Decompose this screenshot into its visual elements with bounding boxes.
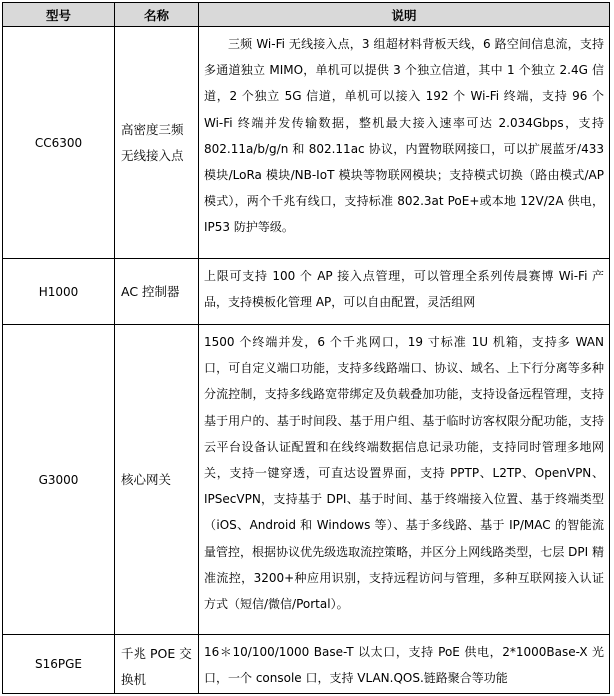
header-name: 名称 — [115, 3, 199, 27]
description-cell: 1500 个终端并发，6 个千兆网口，19 寸标准 1U 机箱，支持多 WAN 口，可自定义端口功能，支持多线路端口、协议、域名、上下行分离等多种分流控制，支持多线路宽带绑定及负载叠加功能，支持设备远程管理，支持基于用户的、基于时间段、基于用户组、基于临时访客权限分配功能，支持云平台设备认证配置和在线终端数据信息记录功能，支持同时管理多地网关，支持一键穿透，可直达设置界面，支持 PPTP、L2TP、OpenVPN、IPSecVPN，支持基于 DPI、基于时间、基于终端接入位置、基于终端类型（iOS、Android 和 Windows 等）、基于多线路、基于 IP/MAC 的智能流量管控，根据协议优先级选取流控策略，并区分上网线路类型，七层 DPI 精准流控，3200+种应用识别，支持远程访问与管理，多种互联网接入认证方式（短信/微信/Portal）。 — [199, 325, 610, 635]
table-row — [3, 635, 610, 694]
description-cell: 16＊10/100/1000 Base-T 以太口，支持 PoE 供电，2*1000Base-X 光口，一个 console 口，支持 VLAN.QOS.链路聚合等功能 — [199, 635, 610, 694]
name-cell: 千兆 POE 交换机 — [115, 635, 199, 694]
spec-table — [2, 2, 610, 694]
model-cell: G3000 — [3, 325, 115, 635]
table-row — [3, 259, 610, 325]
table-header-row — [3, 3, 610, 27]
model-cell: S16PGE — [3, 635, 115, 694]
header-description: 说明 — [199, 3, 610, 27]
table-row — [3, 27, 610, 259]
header-model: 型号 — [3, 3, 115, 27]
description-cell: 上限可支持 100 个 AP 接入点管理，可以管理全系列传晨赛博 Wi-Fi 产品，支持模板化管理 AP，可以自由配置，灵活组网 — [199, 259, 610, 325]
name-cell: 高密度三频无线接入点 — [115, 27, 199, 259]
name-cell: 核心网关 — [115, 325, 199, 635]
description-cell: 三频 Wi-Fi 无线接入点，3 组超材料背板天线，6 路空间信息流，支持多通道独立 MIMO，单机可以提供 3 个独立信道，其中 1 个独立 2.4G 信道，2 个独立 5G 信道，单机可以接入 192 个 Wi-Fi 终端，支持 96 个 Wi-Fi 终端并发传输数据，整机最大接入速率可达 2.034Gbps，支持 802.11a/b/g/n 和 802.11ac 协议，内置物联网接口，可以扩展蓝牙/433 模块/LoRa 模块/NB-IoT 模块等物联网模块；支持模式切换（路由模式/AP 模式），两个千兆有线口，支持标准 802.3at PoE+或本地 12V/2A 供电，IP53 防护等级。 — [199, 27, 610, 259]
model-cell: H1000 — [3, 259, 115, 325]
table-row — [3, 325, 610, 635]
model-cell: CC6300 — [3, 27, 115, 259]
name-cell: AC 控制器 — [115, 259, 199, 325]
